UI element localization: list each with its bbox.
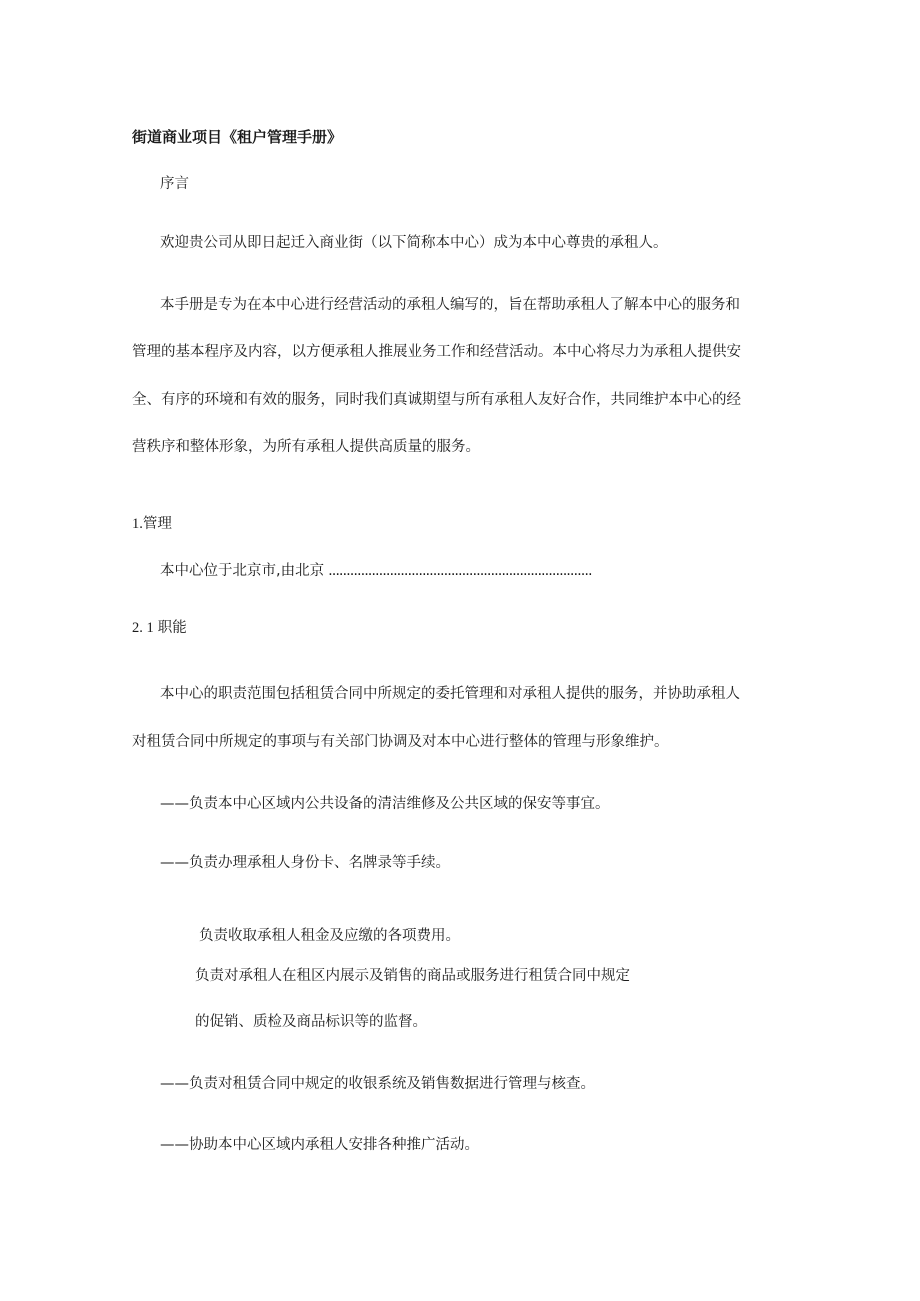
section1-body (160, 561, 592, 581)
preface-intro-line: 营秩序和整体形象，为所有承租人提供高质量的服务。 (132, 439, 480, 455)
duty-item: ——负责本中心区域内公共设备的清洁维修及公共区域的保安等事宜。 (160, 796, 610, 812)
section1-heading (132, 514, 172, 534)
duty-item-continuation: 的促销、质检及商品标识等的监督。 (195, 1014, 427, 1030)
section2-title: 职能 (157, 620, 187, 636)
preface-intro-line: 全、有序的环境和有效的服务，同时我们真诚期望与所有承租人友好合作，共同维护本中心的经 (132, 392, 741, 408)
preface-intro-line: 本手册是专为在本中心进行经营活动的承租人编写的，旨在帮助承租人了解本中心的服务和 (160, 297, 740, 313)
section2-number: 2. 1 (132, 620, 154, 636)
duty-item: ——协助本中心区域内承租人安排各种推广活动。 (160, 1137, 479, 1153)
duty-item: 负责收取承租人租金及应缴的各项费用。 (199, 928, 460, 944)
preface-heading: 序言 (160, 176, 189, 192)
document-title: 街道商业项目《租户管理手册》 (132, 128, 343, 146)
section1-number: 1. (132, 516, 143, 532)
duty-item: ——负责办理承租人身份卡、名牌录等手续。 (160, 855, 450, 871)
preface-welcome: 欢迎贵公司从即日起迁入商业街（以下简称本中心）成为本中心尊贵的承租人。 (160, 235, 668, 251)
section1-body-dots: ......................................................................... (328, 563, 592, 579)
preface-intro-line: 管理的基本程序及内容，以方便承租人推展业务工作和经营活动。本中心将尽力为承租人提供安 (132, 344, 741, 360)
section1-title: 管理 (142, 516, 172, 532)
section2-heading (132, 618, 187, 638)
section1-body-text: 本中心位于北京市,由北京 (160, 563, 325, 579)
duty-item: 负责对承租人在租区内展示及销售的商品或服务进行租赁合同中规定 (195, 968, 630, 984)
section2-body-line: 对租赁合同中所规定的事项与有关部门协调及对本中心进行整体的管理与形象维护。 (132, 734, 669, 750)
duty-item: ——负责对租赁合同中规定的收银系统及销售数据进行管理与核查。 (160, 1076, 595, 1092)
section2-body-line: 本中心的职责范围包括租赁合同中所规定的委托管理和对承租人提供的服务，并协助承租人 (160, 686, 740, 702)
